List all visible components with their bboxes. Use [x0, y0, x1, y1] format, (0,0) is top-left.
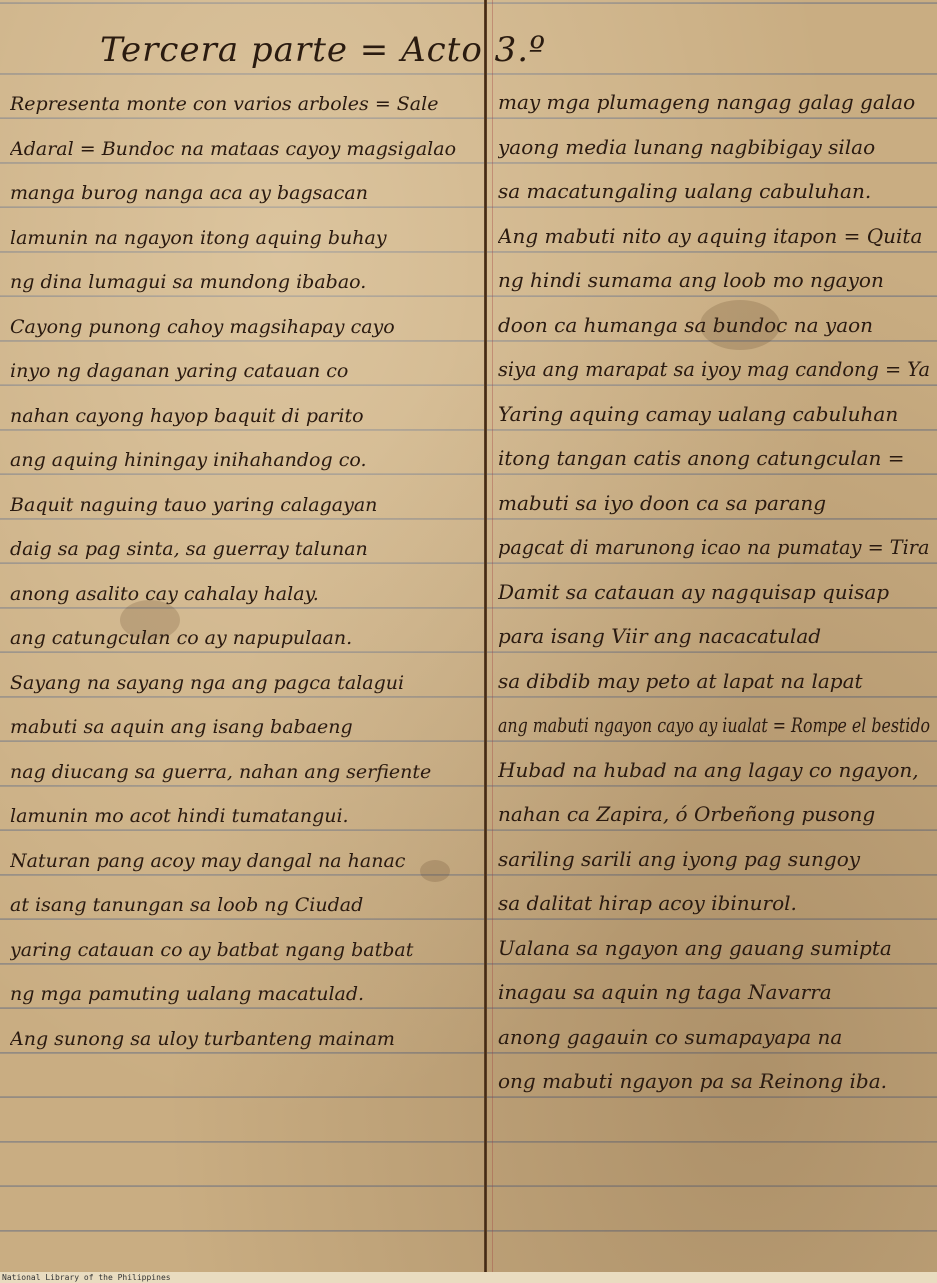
- manuscript-line: ng dina lumagui sa mundong ibabao.: [10, 271, 367, 293]
- manuscript-line: Cayong punong cahoy magsihapay cayo: [10, 315, 395, 338]
- manuscript-line: ong mabuti ngayon pa sa Reinong iba.: [498, 1069, 887, 1093]
- manuscript-line: Damit sa catauan ay nagquisap quisap: [498, 579, 890, 604]
- page-title: Tercera parte = Acto 3.º: [100, 30, 547, 70]
- manuscript-line: Yaring aquing camay ualang cabuluhan: [498, 401, 899, 426]
- manuscript-line: may mga plumageng nangag galag galao: [498, 90, 916, 114]
- manuscript-line: at isang tanungan sa loob ng Ciudad: [10, 894, 364, 916]
- library-credit: National Library of the Philippines: [2, 1273, 171, 1282]
- manuscript-line: sariling sarili ang iyong pag sungoy: [498, 846, 861, 871]
- manuscript-line: ang aquing hiningay inihahandog co.: [10, 449, 367, 471]
- manuscript-line: ang catungculan co ay napupulaan.: [10, 627, 353, 649]
- manuscript-line: nahan ca Zapira, ó Orbeñong pusong: [498, 802, 876, 826]
- manuscript-line: yaring catauan co ay batbat ngang batbat: [10, 938, 414, 961]
- manuscript-line: yaong media lunang nagbibigay silao: [498, 134, 876, 159]
- manuscript-line: sa macatungaling ualang cabuluhan.: [498, 179, 872, 203]
- manuscript-line: lamunin na ngayon itong aquing buhay: [10, 226, 387, 249]
- manuscript-line: Representa monte con varios arboles = Sale: [10, 93, 439, 115]
- manuscript-line: manga burog nanga aca ay bagsacan: [10, 182, 368, 204]
- manuscript-line: lamunin mo acot hindi tumatangui.: [10, 805, 349, 827]
- manuscript-line: doon ca humanga sa bundoc na yaon: [498, 312, 874, 337]
- margin-rule: [492, 0, 493, 1272]
- manuscript-line: Adaral = Bundoc na mataas cayoy magsigalao: [10, 137, 457, 160]
- right-column: [498, 80, 930, 1104]
- manuscript-line: Ang sunong sa uloy turbanteng mainam: [10, 1027, 395, 1050]
- manuscript-line: sa dalitat hirap acoy ibinurol.: [498, 891, 797, 915]
- manuscript-line: Ang mabuti nito ay aquing itapon = Quita: [498, 223, 923, 248]
- manuscript-line: Sayang na sayang nga ang pagca talagui: [10, 671, 405, 694]
- manuscript-line: mabuti sa iyo doon ca sa parang: [498, 490, 827, 515]
- manuscript-line: Naturan pang acoy may dangal na hanac: [10, 849, 406, 872]
- manuscript-line: inyo ng daganan yaring catauan co: [10, 360, 349, 382]
- left-column: [10, 82, 480, 1061]
- manuscript-line: Baquit naguing tauo yaring calagayan: [10, 493, 378, 516]
- manuscript-line: ang mabuti ngayon cayo ay iualat = Rompe el bestido: [498, 713, 930, 737]
- manuscript-line: inagau sa aquin ng taga Navarra: [498, 980, 832, 1004]
- manuscript-line: daig sa pag sinta, sa guerray talunan: [10, 538, 368, 560]
- manuscript-line: sa dibdib may peto at lapat na lapat: [498, 668, 863, 693]
- manuscript-line: ng hindi sumama ang loob mo ngayon: [498, 268, 884, 292]
- manuscript-line: Hubad na hubad na ang lagay co ngayon,: [498, 757, 919, 782]
- manuscript-line: anong gagauin co sumapayapa na: [498, 1024, 843, 1049]
- manuscript-line: anong asalito cay cahalay halay.: [10, 582, 319, 605]
- manuscript-line: para isang Viir ang nacacatulad: [498, 624, 822, 648]
- manuscript-line: nahan cayong hayop baquit di parito: [10, 404, 364, 427]
- manuscript-line: Ualana sa ngayon ang gauang sumipta: [498, 935, 892, 960]
- manuscript-line: nag diucang sa guerra, nahan ang serfiente: [10, 760, 432, 783]
- page-fold: [484, 0, 487, 1272]
- manuscript-line: ng mga pamuting ualang macatulad.: [10, 983, 365, 1005]
- manuscript-line: mabuti sa aquin ang isang babaeng: [10, 716, 353, 738]
- manuscript-line: siya ang marapat sa iyoy mag candong = Ya: [498, 357, 931, 381]
- manuscript-line: itong tangan catis anong catungculan =: [498, 446, 905, 470]
- manuscript-line: pagcat di marunong icao na pumatay = Tira: [498, 535, 930, 559]
